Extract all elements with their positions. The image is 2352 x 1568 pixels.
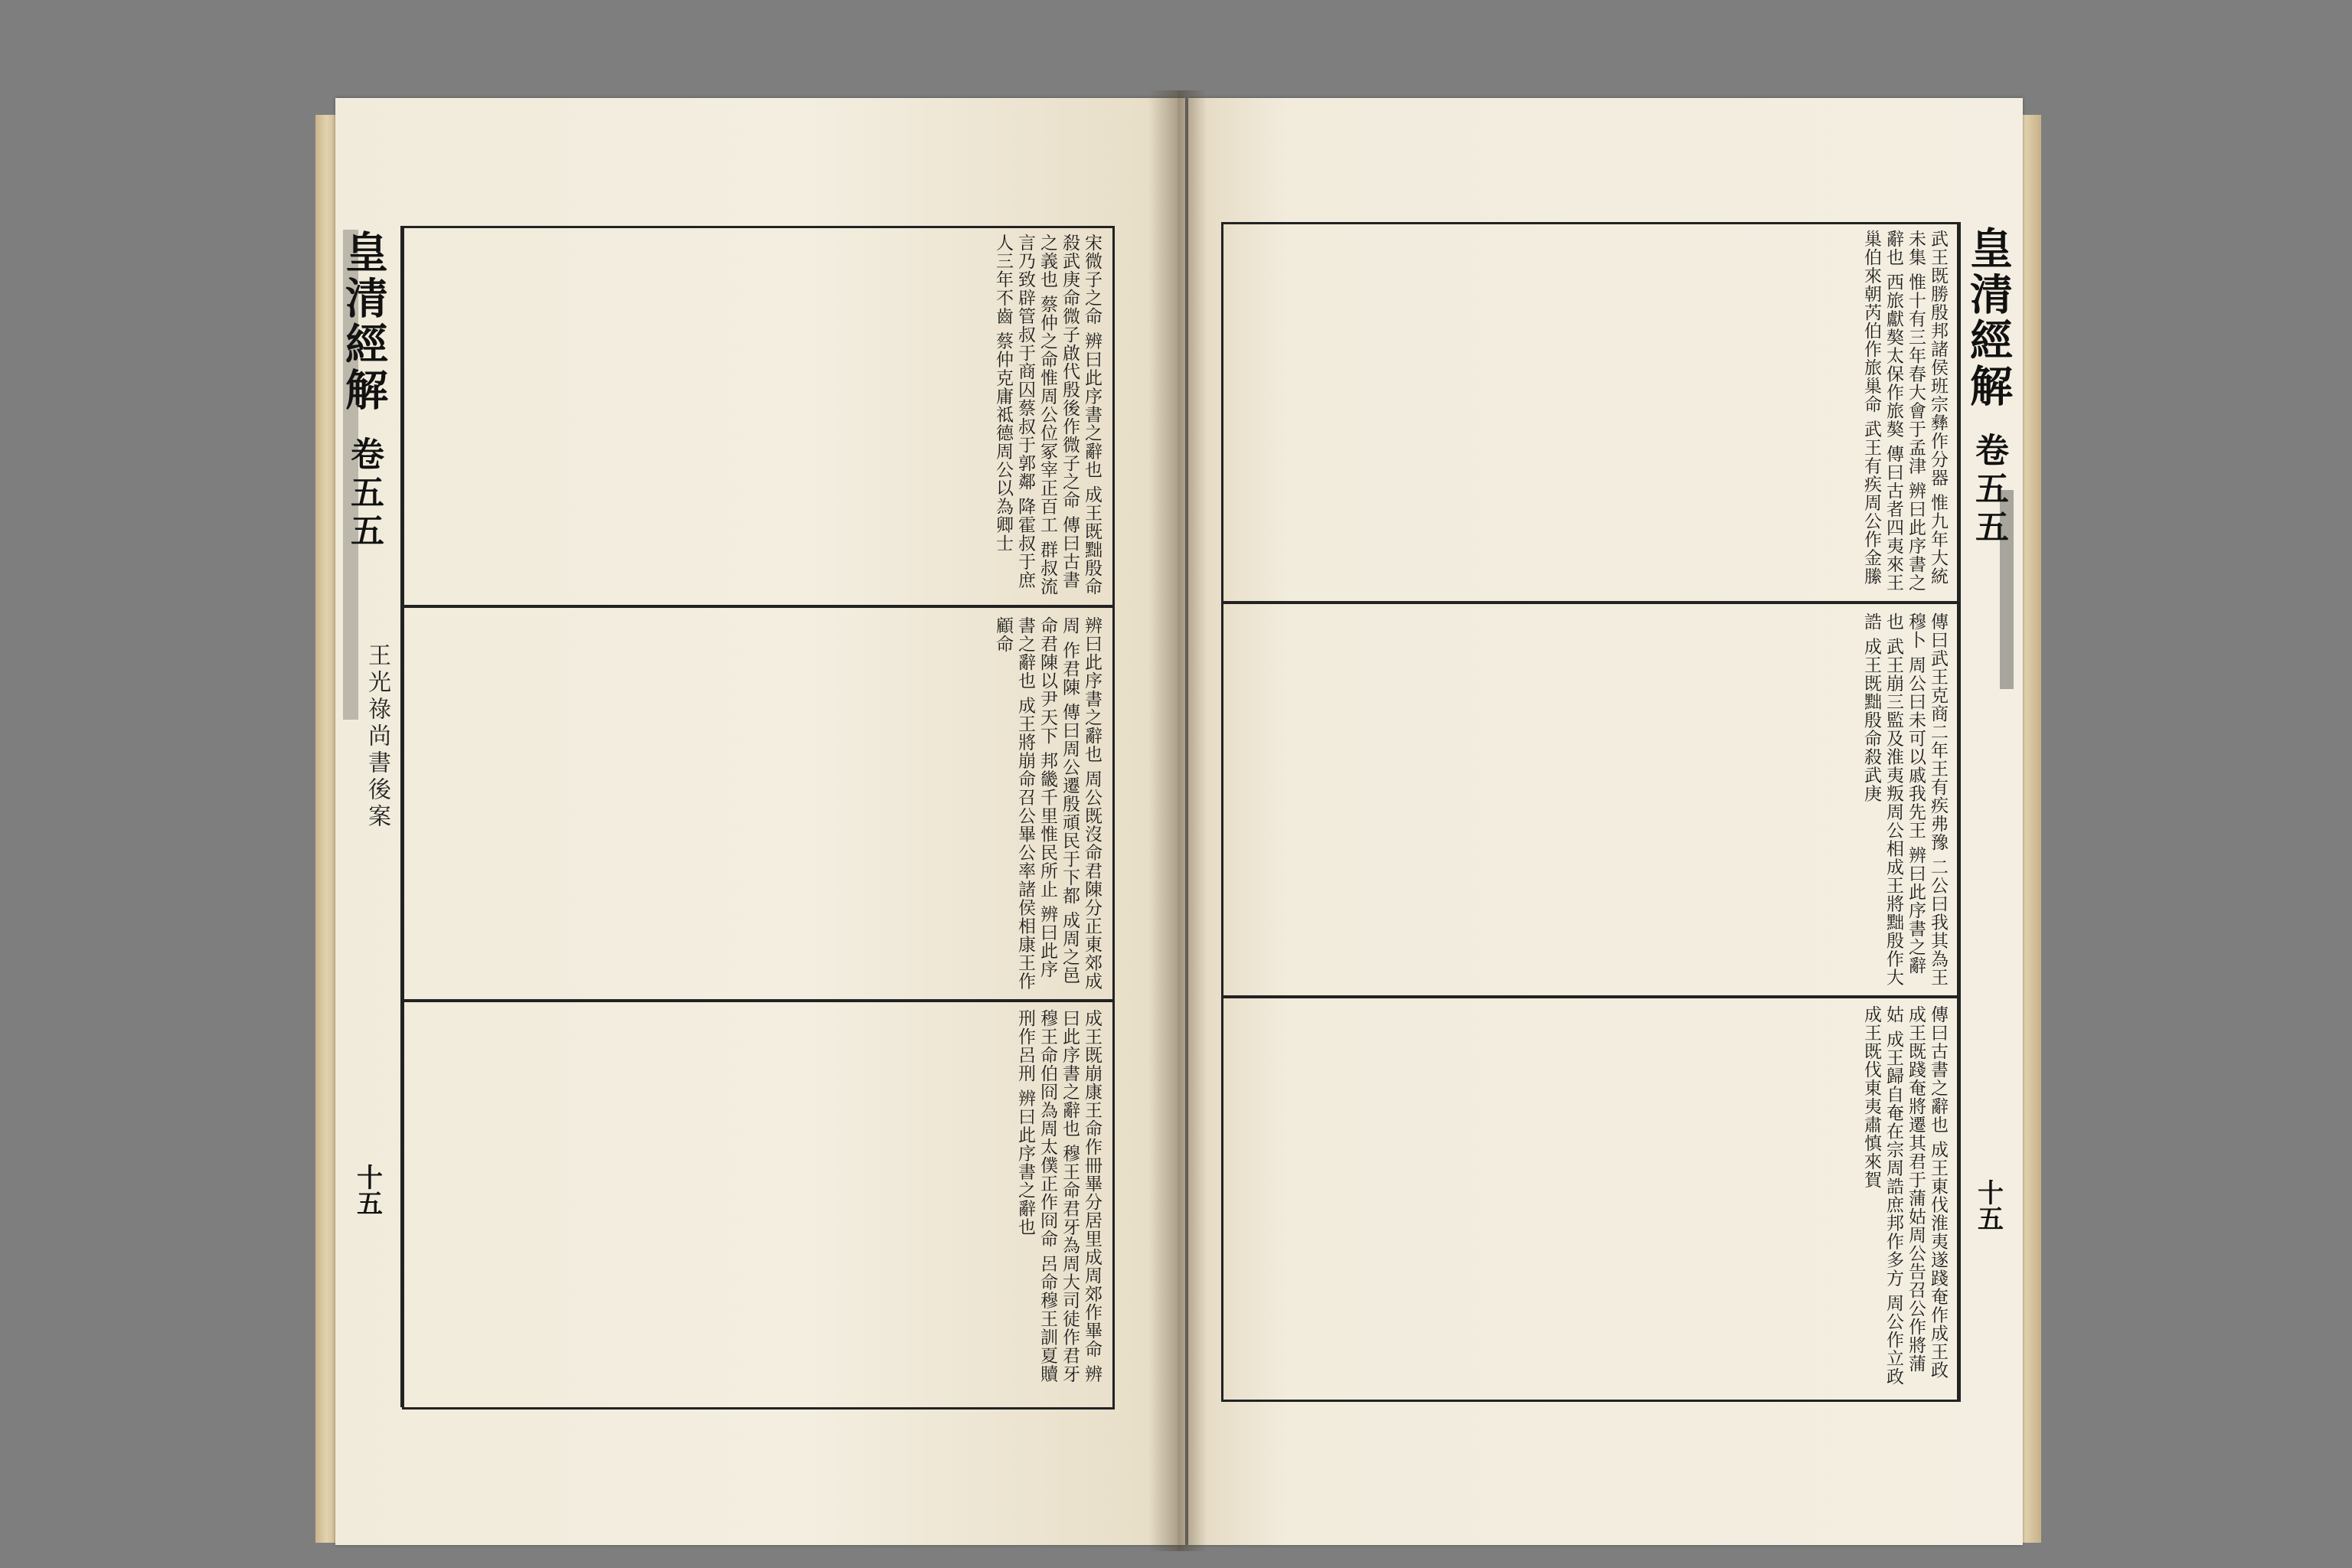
right-middle-register-text: 傳曰武王克商二年王有疾弗豫 二公曰我其為王穆卜 周公曰未可以戚我先王 辨曰此序書之辭也 武王崩三監及淮夷叛周公相成王將黜殷作大誥 成王既黜殷命殺武庚 bbox=[1861, 612, 1948, 987]
volume-number-left: 卷五五 bbox=[345, 436, 384, 551]
right-spine-ink-block bbox=[2000, 490, 2014, 689]
left-bottom-register-text: 成王既崩康王命作冊畢分居里成周郊作畢命 辨曰此序書之辭也 穆王命君牙為周大司徒作君牙 穆王命伯冏為周太僕正作冏命 呂命穆王訓夏贖刑作呂刑 辨曰此序書之辭也 bbox=[1015, 1009, 1102, 1383]
left-top-register-text: 宋微子之命 辨曰此序書之辭也 成王既黜殷命殺武庚命微子啟代殷後作微子之命 傳曰古書之義也 蔡仲之命惟周公位冢宰正百工 群叔流言乃致辟管叔于商囚蔡叔于郭鄰 降霍叔于庶人三年不齒 蔡仲克庸祗德周公以為卿士 bbox=[993, 234, 1102, 596]
left-margin-rule bbox=[400, 226, 403, 1407]
right-register-divider-2 bbox=[1221, 995, 1958, 998]
running-title-right: 皇清經解 bbox=[1963, 226, 2014, 410]
page-marker-right: 十五 bbox=[1972, 1179, 2004, 1231]
right-bottom-register-text: 傳曰古書之辭也 成王東伐淮夷遂踐奄作成王政 成王既踐奄將遷其君于蒲姑周公告召公作將蒲姑 成王歸自奄在宗周誥庶邦作多方 周公作立政 成王既伐東夷肅慎來賀 bbox=[1861, 1005, 1948, 1386]
left-register-divider-1 bbox=[402, 605, 1112, 608]
volume-number-right: 卷五五 bbox=[1969, 433, 2008, 547]
left-spine-ink-block bbox=[343, 230, 358, 720]
right-top-register-text: 武王既勝殷邦諸侯班宗彝作分器 惟九年大統未集 惟十有三年春大會于孟津 辨曰此序書之辭也 西旅獻獒太保作旅獒 傳曰古者四夷來王 巢伯來朝芮伯作旅巢命 武王有疾周公作金縢 bbox=[1861, 230, 1948, 592]
left-register-divider-2 bbox=[402, 999, 1112, 1002]
running-title-left: 皇清經解 bbox=[338, 230, 389, 413]
right-page-number bbox=[1962, 1179, 2015, 1286]
page-marker-left: 十五 bbox=[351, 1164, 383, 1216]
right-register-divider-1 bbox=[1221, 601, 1958, 604]
left-page-number bbox=[341, 1164, 394, 1271]
left-author-note: 王光祿尚書後案 bbox=[364, 643, 390, 831]
book-gutter bbox=[1148, 90, 1207, 1551]
left-middle-register-text: 辨曰此序書之辭也 周公既沒命君陳分正東郊成周 作君陳 傳曰周公遷殷頑民于下都 成周之邑命君陳以尹天下 邦畿千里惟民所止 辨曰此序書之辭也 成王將崩命召公畢公率諸侯相康王作顧命 bbox=[993, 616, 1102, 991]
